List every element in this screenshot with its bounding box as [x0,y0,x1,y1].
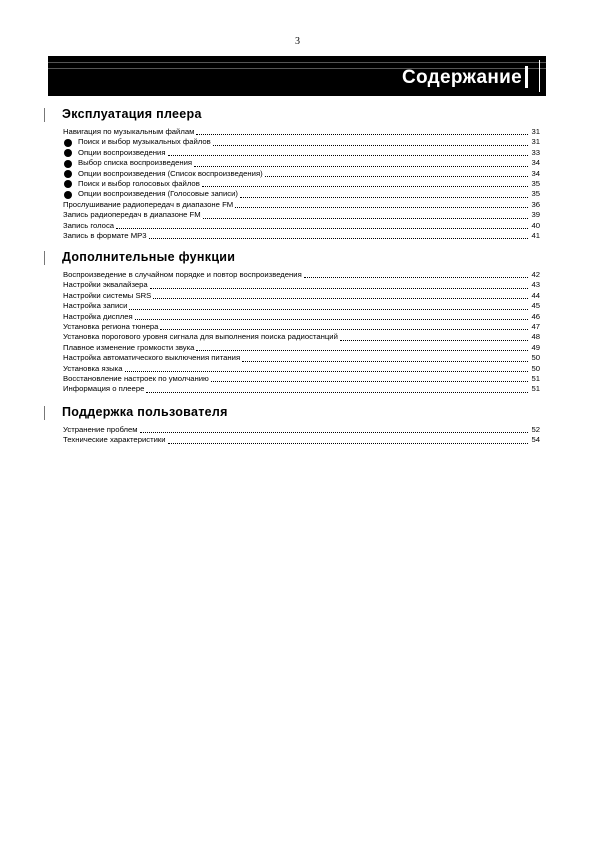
dot-leader [146,391,528,393]
dot-leader [196,133,528,135]
toc-entry-page: 50 [531,353,540,363]
section-header [44,249,540,267]
toc-entry[interactable] [63,127,540,137]
toc-entry-title: Настройки системы SRS [63,290,152,300]
section-marker [44,406,45,420]
toc-entry-page: 43 [531,280,540,290]
toc-entry[interactable] [63,425,540,435]
toc-entry-title: Запись в формате MP3 [63,230,147,240]
dot-leader [211,380,528,382]
page-title: Содержание [401,67,522,88]
toc-entry-title: Плавное изменение громкости звука [63,342,195,352]
toc-entry[interactable] [63,435,540,445]
dot-leader [135,318,528,320]
dot-leader [235,206,528,208]
toc-entry-title: Установка языка [63,363,123,373]
toc-entry-page: 51 [531,384,540,394]
toc-entry-title: Настройка автоматического выключения питания [63,353,241,363]
toc-entry[interactable] [63,332,540,342]
bullet-icon [64,180,72,188]
toc-entry-title: Технические характеристики [63,435,166,445]
toc-entry-title: Воспроизведение в случайном порядке и повтор воспроизведения [63,269,302,279]
toc-entry-title: Поиск и выбор голосовых файлов [78,178,200,188]
dot-leader [196,349,528,351]
toc-section-extra [44,249,540,395]
section-title: Поддержка пользователя [62,405,228,419]
toc-entry[interactable] [63,280,540,290]
toc-entry[interactable] [63,221,540,231]
toc-entry-title: Навигация по музыкальным файлам [63,126,195,136]
toc-entry-title: Восстановление настроек по умолчанию [63,373,209,383]
toc-entry[interactable] [63,148,540,158]
page-number: 3 [295,36,300,47]
toc-entry-page: 42 [531,269,540,279]
toc-entry-page: 51 [531,373,540,383]
toc-entry-page: 34 [531,168,540,178]
bullet-icon [64,191,72,199]
toc-entry-title: Информация о плеере [63,384,145,394]
toc-entry-page: 52 [531,424,540,434]
toc-entry[interactable] [63,169,540,179]
toc-list [63,127,540,241]
toc-entry-title: Опции воспроизведения [78,147,166,157]
dot-leader [168,442,528,444]
toc-entry-title: Опции воспроизведения (Список воспроизведения) [78,168,263,178]
toc-entry-page: 41 [531,230,540,240]
toc-entry-page: 35 [531,189,540,199]
toc-entry[interactable] [63,364,540,374]
toc-entry[interactable] [63,343,540,353]
toc-list [63,425,540,446]
dot-leader [140,431,528,433]
toc-entry-title: Настройки эквалайзера [63,280,148,290]
toc-entry-page: 47 [531,321,540,331]
toc-list [63,270,540,395]
bullet-icon [64,160,72,168]
toc-section-player [44,106,540,241]
dot-leader [129,308,528,310]
toc-entry[interactable] [63,210,540,220]
section-title: Эксплуатация плеера [62,107,202,121]
toc-entry-page: 31 [531,126,540,136]
dot-leader [116,227,528,229]
toc-entry-page: 50 [531,363,540,373]
toc-entry-title: Настройка дисплея [63,311,133,321]
toc-entry[interactable] [63,137,540,147]
toc-entry[interactable] [63,231,540,241]
dot-leader [125,370,529,372]
dot-leader [153,297,528,299]
toc-entry-page: 31 [531,137,540,147]
toc-entry[interactable] [63,312,540,322]
bullet-icon [64,170,72,178]
toc-section-support [44,404,540,446]
toc-entry-page: 46 [531,311,540,321]
dot-leader [160,328,528,330]
toc-entry[interactable] [63,179,540,189]
section-marker [44,108,45,122]
section-header [44,106,540,124]
section-header [44,404,540,422]
dot-leader [242,360,528,362]
toc-entry[interactable] [63,189,540,199]
dot-leader [304,276,528,278]
bullet-icon [64,149,72,157]
toc-entry-title: Запись радиопередач в диапазоне FM [63,210,201,220]
toc-entry-title: Установка региона тюнера [63,321,159,331]
toc-entry-title: Настройка записи [63,301,128,311]
dot-leader [340,339,528,341]
dot-leader [203,217,528,219]
dot-leader [265,175,528,177]
toc-entry-title: Выбор списка воспроизведения [78,158,193,168]
toc-entry-title: Опции воспроизведения (Голосовые записи) [78,189,238,199]
dot-leader [150,287,528,289]
toc-entry[interactable] [63,291,540,301]
toc-entry[interactable] [63,200,540,210]
toc-entry[interactable] [63,374,540,384]
toc-entry-title: Поиск и выбор музыкальных файлов [78,137,211,147]
toc-entry-page: 40 [531,220,540,230]
toc-entry-page: 45 [531,301,540,311]
section-marker [44,251,45,265]
toc-entry-page: 44 [531,290,540,300]
toc-entry[interactable] [63,270,540,280]
toc-entry-title: Устранение проблем [63,424,138,434]
toc-entry[interactable] [63,301,540,311]
dot-leader [202,185,528,187]
toc-entry[interactable] [63,158,540,168]
toc-entry-title: Прослушивание радиопередач в диапазоне FM [63,199,234,209]
toc-entry[interactable] [63,353,540,363]
toc-entry-page: 49 [531,342,540,352]
dot-leader [213,144,528,146]
toc-entry-page: 48 [531,332,540,342]
dot-leader [168,154,529,156]
title-bar-accent [539,60,540,92]
toc-entry-page: 39 [531,210,540,220]
toc-entry-title: Установка порогового уровня сигнала для выполнения поиска радиостанций [63,332,338,342]
toc-entry-page: 35 [531,178,540,188]
dot-leader [149,237,529,239]
toc-entry[interactable] [63,384,540,394]
bullet-icon [64,139,72,147]
toc-entry-page: 36 [531,199,540,209]
toc-entry-page: 33 [531,147,540,157]
title-bar-accent [525,66,528,88]
toc-entry-page: 34 [531,158,540,168]
banner-stripe [48,62,546,63]
toc-entry[interactable] [63,322,540,332]
toc-entry-page: 54 [531,435,540,445]
header-banner [48,56,546,96]
dot-leader [240,196,528,198]
dot-leader [194,165,528,167]
section-title: Дополнительные функции [62,250,236,264]
toc-entry-title: Запись голоса [63,220,115,230]
